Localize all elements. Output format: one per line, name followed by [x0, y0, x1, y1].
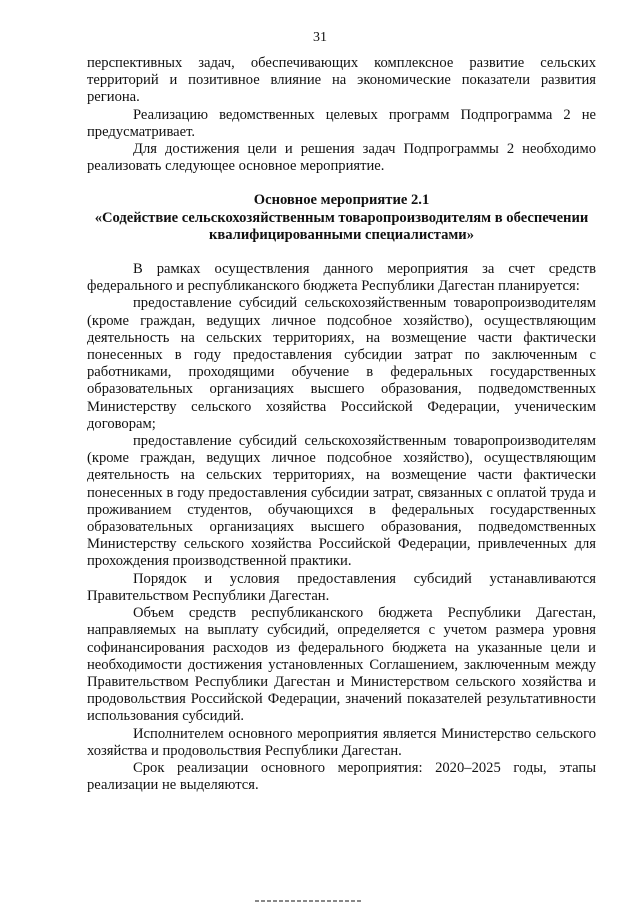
scan-edge-mark: [255, 900, 363, 902]
paragraph-budget-volume: Объем средств республиканского бюджета Республики Дагестан, направляемых на выплату субсидий, определяется с учетом размера уровня софинансирования расходов из федерального бюджета на указанные цели и необходимости достижения установленных Соглашением, заключенным между Правительством Республики Дагестан и Министерством сельского хозяйства и продовольствия Российской Федерации, значений показателей результативности использования субсидий.: [87, 605, 596, 725]
paragraph-no-targeted-programs: Реализацию ведомственных целевых программ Подпрограмма 2 не предусматривает.: [87, 106, 596, 140]
paragraph-executor: Исполнителем основного мероприятия является Министерство сельского хозяйства и продовольствия Республики Дагестан.: [87, 725, 596, 759]
paragraph-subsidy-students: предоставление субсидий сельскохозяйственным товаропроизводителям (кроме граждан, ведущих личное подсобное хозяйство), осуществляющим деятельность на сельских территориях, на возмещение части фактически понесенных в году предоставления субсидии затрат, связанных с оплатой труда и проживанием студентов, обучающихся в федеральных государственных образовательных организациях высшего образования, подведомственных Министерству сельского хозяйства Российской Федерации, привлеченных для прохождения производственной практики.: [87, 433, 596, 570]
spacer: [87, 175, 596, 192]
paragraph-main-activity-needed: Для достижения цели и решения задач Подпрограммы 2 необходимо реализовать следующее основное мероприятие.: [87, 141, 596, 175]
page-number: 31: [313, 30, 327, 45]
paragraph-intro-continuation: перспективных задач, обеспечивающих комплексное развитие сельских территорий и позитивное влияние на экономические показатели развития региона.: [87, 55, 596, 106]
paragraph-planned: В рамках осуществления данного мероприятия за счет средств федерального и республиканского бюджета Республики Дагестан планируется:: [87, 261, 596, 295]
section-heading-number: Основное мероприятие 2.1: [253, 192, 430, 209]
spacer: [87, 244, 596, 261]
document-body: [87, 55, 596, 794]
section-heading-title: «Содействие сельскохозяйственным товаропроизводителям в обеспечении квалифицированными специалистами»: [94, 209, 589, 243]
paragraph-procedure: Порядок и условия предоставления субсидий устанавливаются Правительством Республики Дагестан.: [87, 570, 596, 604]
paragraph-subsidy-training: предоставление субсидий сельскохозяйственным товаропроизводителям (кроме граждан, ведущих личное подсобное хозяйство), осуществляющим деятельность на сельских территориях, на возмещение части фактически понесенных в году предоставления субсидии затрат по заключенным с работниками, проходящими обучение в федеральных государственных образовательных организациях высшего образования, подведомственных Министерству сельского хозяйства Российской Федерации, ученическим договорам;: [87, 295, 596, 432]
paragraph-timeline: Срок реализации основного мероприятия: 2020–2025 годы, этапы реализации не выделяются.: [87, 759, 596, 794]
